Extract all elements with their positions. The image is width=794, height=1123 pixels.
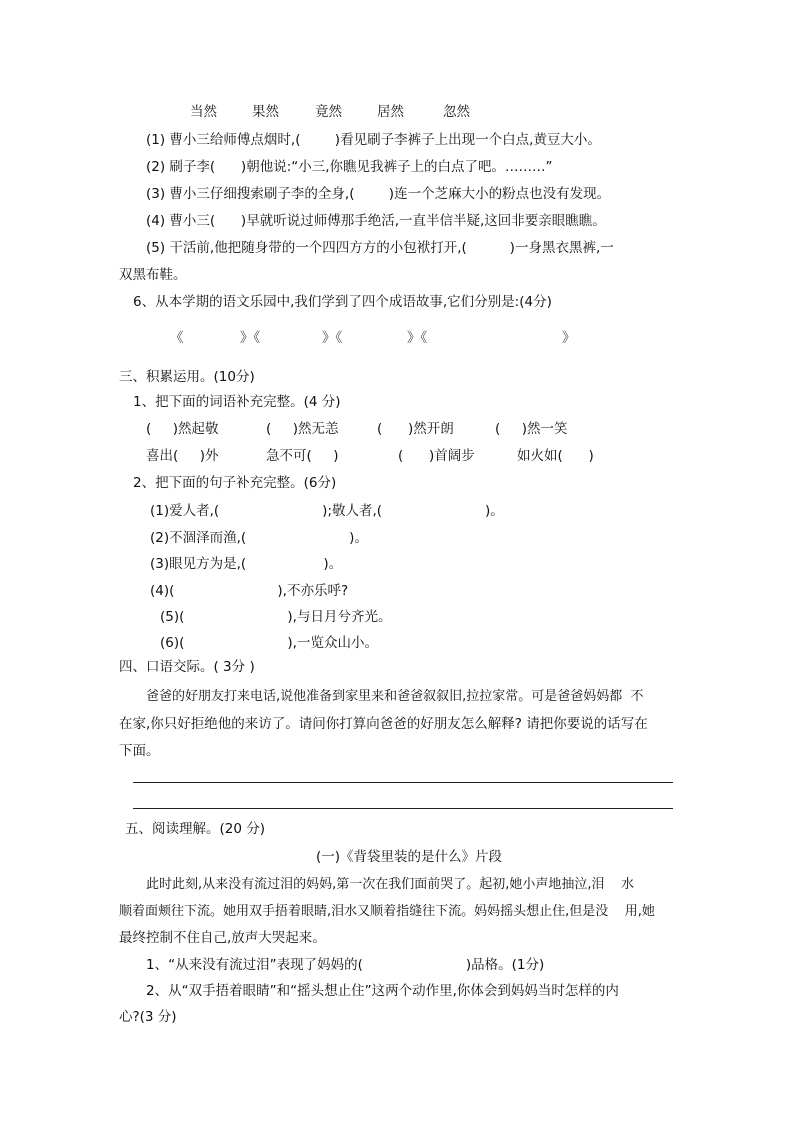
sec5-q2-line1: 2、从“双手捂着眼睛”和“摇头想止住”这两个动作里,你体会到妈妈当时怎样的内	[146, 983, 619, 999]
q2-item-4: (4)( ),不亦乐呼?	[150, 583, 349, 599]
q6-question: 6、从本学期的语文乐园中,我们学到了四个成语故事,它们分别是:(4分)	[133, 294, 552, 310]
idiom-1: ( )然起敬	[146, 421, 219, 437]
q5-item-1: (1) 曹小三给师傅点烟时,( )看见刷子李裤子上出现一个白点,黄豆大小。	[146, 132, 601, 148]
word-bank-4: 居然	[377, 104, 404, 120]
q5-item-2: (2) 刷子李( )朝他说:“小三,你瞧见我裤子上的白点了吧。………”	[146, 159, 553, 175]
q6-mark-4: 》《	[407, 330, 428, 346]
idiom-7: ( )首阔步	[398, 448, 475, 464]
idiom-6: 急不可( )	[266, 448, 339, 464]
word-bank-3: 竟然	[315, 104, 342, 120]
word-bank-2: 果然	[252, 104, 279, 120]
q6-mark-5: 》	[562, 330, 576, 346]
q2-item-6: (6)( ),一览众山小。	[160, 635, 378, 651]
idiom-3: ( )然开朗	[377, 421, 454, 437]
idiom-5: 喜出( )外	[146, 448, 219, 464]
q6-mark-2: 》《	[240, 330, 261, 346]
q2-item-1: (1)爱人者,( );敬人者,( )。	[150, 503, 504, 519]
q5-item-3: (3) 曹小三仔细搜索刷子李的全身,( )连一个芝麻大小的粉点也没有发现。	[146, 186, 611, 202]
answer-line-1[interactable]	[133, 782, 673, 783]
q6-mark-1: 《	[170, 330, 184, 346]
word-bank-5: 忽然	[443, 104, 470, 120]
answer-line-2[interactable]	[133, 808, 673, 809]
sec5-q1: 1、“从来没有流过泪”表现了妈妈的( )品格。(1分)	[146, 957, 545, 973]
q2-item-2: (2)不涸泽而渔,( )。	[150, 530, 368, 546]
idiom-4: ( )然一笑	[495, 421, 568, 437]
q2-item-3: (3)眼见方为是,( )。	[150, 556, 343, 572]
sec5-q2-line2: 心?(3 分)	[119, 1009, 177, 1025]
q2-item-5: (5)( ),与日月兮齐光。	[160, 609, 392, 625]
sec5-para-2: 顺着面颊往下流。她用双手捂着眼睛,泪水又顺着指缝往下流。妈妈摇头想止住,但是没 用,她	[119, 904, 655, 919]
sec4-para-3: 下面。	[119, 743, 160, 759]
sec4-para-2: 在家,你只好拒绝他的来访了。请问你打算向爸爸的好朋友怎么解释? 请把你要说的话写在	[119, 716, 648, 732]
q5-item-5: (5) 干活前,他把随身带的一个四四方方的小包袱打开,( )一身黑衣黑裤,一	[146, 240, 614, 256]
sec3-heading: 三、积累运用。(10分)	[119, 369, 255, 385]
q5-item-5-cont: 双黑布鞋。	[119, 267, 187, 283]
word-bank-1: 当然	[190, 104, 217, 120]
sec5-subtitle: (一)《背袋里装的是什么》片段	[316, 849, 503, 865]
sec5-para-3: 最终控制不住自己,放声大哭起来。	[119, 930, 326, 946]
q6-mark-3: 》《	[322, 330, 343, 346]
sec4-heading: 四、口语交际。( 3分 )	[119, 659, 255, 675]
idiom-2: ( )然无恙	[266, 421, 339, 437]
idiom-8: 如火如( )	[517, 448, 594, 464]
sec3-q1: 1、把下面的词语补充完整。(4 分)	[133, 394, 341, 410]
sec5-para-1: 此时此刻,从来没有流过泪的妈妈,第一次在我们面前哭了。起初,她小声地抽泣,泪 水	[146, 877, 635, 892]
sec3-q2: 2、把下面的句子补充完整。(6分)	[133, 475, 337, 491]
q5-item-4: (4) 曹小三( )早就听说过师傅那手绝活,一直半信半疑,这回非要亲眼瞧瞧。	[146, 213, 606, 229]
sec4-para-1: 爸爸的好朋友打来电话,说他准备到家里来和爸爸叙叙旧,拉拉家常。可是爸爸妈妈都 不	[146, 689, 644, 704]
sec5-heading: 五、阅读理解。(20 分)	[125, 821, 266, 837]
